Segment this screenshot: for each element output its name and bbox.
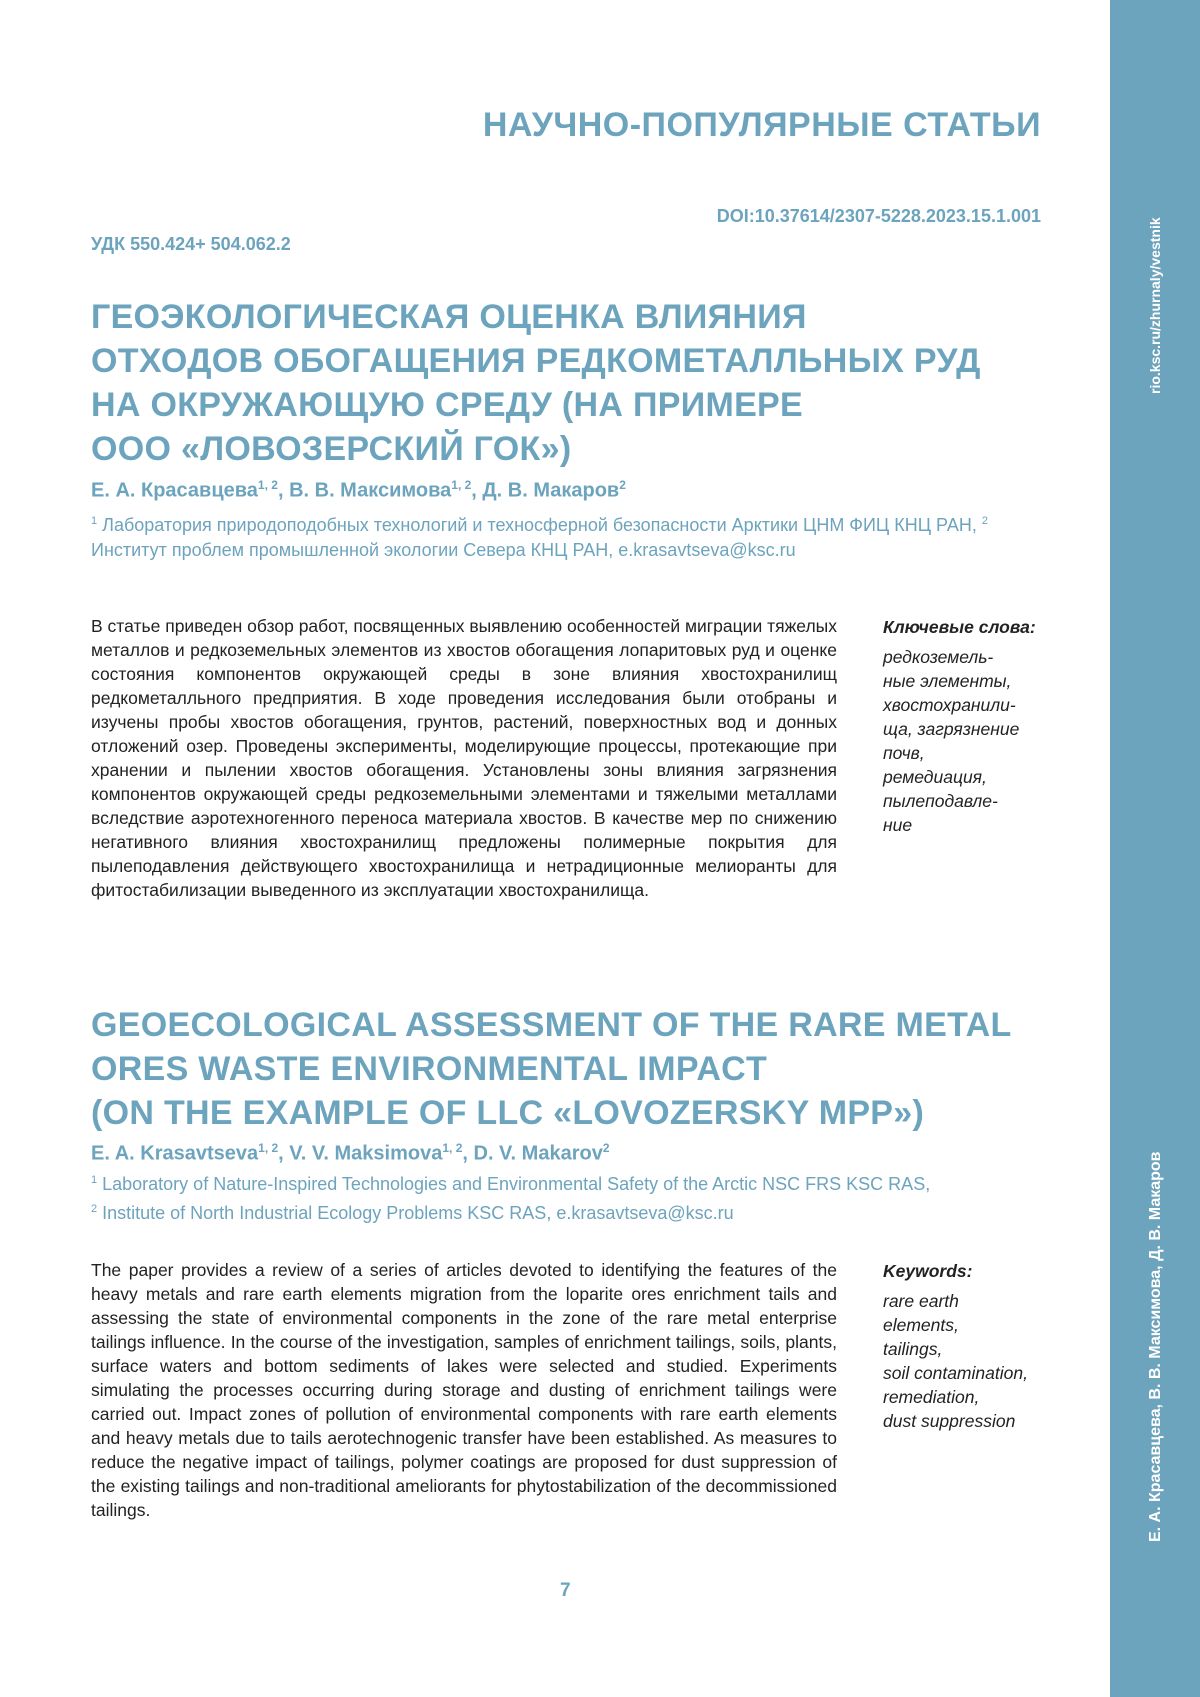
affiliation-text: Институт проблем промышленной экологии Севера КНЦ РАН, e.krasavtseva@ksc.ru [91, 540, 796, 560]
author-separator: , [462, 1142, 474, 1165]
title-line: ООО «ЛОВОЗЕРСКИЙ ГОК») [91, 430, 572, 468]
author-affiliation-mark: 1, 2 [451, 478, 472, 492]
author-name: Е. А. Красавцева [91, 479, 258, 502]
abstract-ru: В статье приведен обзор работ, посвященных выявлению особенностей миграции тяжелых металлов и редкоземельных элементов из хвостов обогащения лопаритовых руд и оценке состояния компонентов окружающей среды в зоне влияния хвостохранилищ редкометалльного предприятия. В ходе проведения исследования были отобраны и изучены пробы хвостов обогащения, грунтов, растений, поверхностных вод и донных отложений озер. Проведены эксперименты, моделирующие процессы, протекающие при хранении и пылении хвостов обогащения. Установлены зоны влияния загрязнения компонентов окружающей среды редкоземельными элементами и тяжелыми металлами вследствие аэротехногенного переноса материала хвостов. В качестве мер по снижению негативного влияния хвостохранилищ предложены полимерные покрытия для пылеподавления действующего хвостохранилища и нетрадиционные мелиоранты для фитостабилизации выведенного из эксплуатации хвостохранилища. [91, 616, 837, 900]
keywords-en [883, 1259, 1053, 1433]
author-name: В. В. Максимова [289, 479, 452, 502]
affiliation-text: Institute of North Industrial Ecology Problems KSC RAS, e.krasavtseva@ksc.ru [97, 1203, 734, 1223]
affiliations-en [91, 1168, 1051, 1226]
author-name: D. V. Makarov [473, 1142, 603, 1165]
author-affiliation-mark: 1, 2 [258, 1141, 279, 1155]
abstract-en: The paper provides a review of a series of articles devoted to identifying the features of the heavy metals and rare earth elements migration from the loparite ores enrichment tails and assessing the state of environmental components in the zone of the rare metal enterprise tailings influence. In the course of the investigation, samples of enrichment tailings, soils, plants, surface waters and bottom sediments of lakes were selected and studied. Experiments simulating the processes occurring during storage and dusting of enrichment tailings were carried out. Impact zones of pollution of environmental components with rare earth elements and heavy metals due to tails aerotechnogenic transfer have been established. As measures to reduce the negative impact of tailings, polymer coatings are proposed for dust suppression of the existing tailings and non-traditional ameliorants for phytostabilization of the decommissioned tailings. [91, 1260, 837, 1520]
author-affiliation-mark: 2 [602, 1141, 610, 1155]
keywords-ru [883, 615, 1053, 837]
title-line: ORES WASTE ENVIRONMENTAL IMPACT [91, 1050, 768, 1088]
author-separator: , [471, 479, 483, 502]
affiliation-mark: 2 [981, 515, 988, 527]
article-title-ru [91, 295, 1051, 471]
article-title-en [91, 1003, 1051, 1135]
keywords-list: rare earth elements, tailings, soil contamination, remediation, dust suppression [883, 1291, 1028, 1431]
affiliations-ru [91, 509, 1051, 563]
keywords-heading: Ключевые слова: [883, 617, 1036, 637]
keywords-list: редкоземель- ные элементы, хвостохранили- ща, загрязнение почв, ремедиация, пылеподавле- ние [883, 647, 1020, 835]
page-number: 7 [560, 1580, 571, 1601]
author-name: E. A. Krasavtseva [91, 1142, 259, 1165]
affiliation-mark: 1 [91, 1174, 98, 1186]
affiliation-mark: 1 [91, 515, 98, 527]
keywords-heading: Keywords: [883, 1261, 973, 1281]
title-line: (ON THE EXAMPLE OF LLC «LOVOZERSKY MPP») [91, 1094, 925, 1132]
journal-url: rio.ksc.ru/zhurnaly/vestnik [1147, 217, 1163, 394]
affiliation-text: Лаборатория природоподобных технологий и техносферной безопасности Арктики ЦНМ ФИЦ КНЦ РАН, [97, 515, 982, 535]
author-name: V. V. Maksimova [289, 1142, 443, 1165]
title-line: GEOECOLOGICAL ASSESSMENT OF THE RARE METAL [91, 1006, 1012, 1044]
title-line: ГЕОЭКОЛОГИЧЕСКАЯ ОЦЕНКА ВЛИЯНИЯ [91, 298, 807, 336]
authors-ru [91, 478, 1051, 503]
author-name: Д. В. Макаров [482, 479, 620, 502]
doi: DOI:10.37614/2307-5228.2023.15.1.001 [716, 206, 1041, 226]
author-affiliation-mark: 1, 2 [442, 1141, 463, 1155]
authors-en [91, 1141, 1051, 1166]
affiliation-text: Laboratory of Nature-Inspired Technologies and Environmental Safety of the Arctic NSC FRS KSC RAS, [97, 1174, 931, 1194]
author-separator: , [278, 1142, 290, 1165]
udc-code: УДК 550.424+ 504.062.2 [91, 234, 291, 254]
author-affiliation-mark: 1, 2 [257, 478, 278, 492]
running-authors: Е. А. Красавцева, В. В. Максимова, Д. В. Макаров [1147, 1151, 1164, 1542]
affiliation-mark: 2 [91, 1203, 98, 1215]
author-separator: , [277, 479, 290, 502]
section-header: НАУЧНО-ПОПУЛЯРНЫЕ СТАТЬИ [482, 106, 1041, 144]
title-line: НА ОКРУЖАЮЩУЮ СРЕДУ (НА ПРИМЕРЕ [91, 386, 804, 424]
title-line: ОТХОДОВ ОБОГАЩЕНИЯ РЕДКОМЕТАЛЛЬНЫХ РУД [91, 342, 981, 380]
author-affiliation-mark: 2 [619, 478, 626, 492]
